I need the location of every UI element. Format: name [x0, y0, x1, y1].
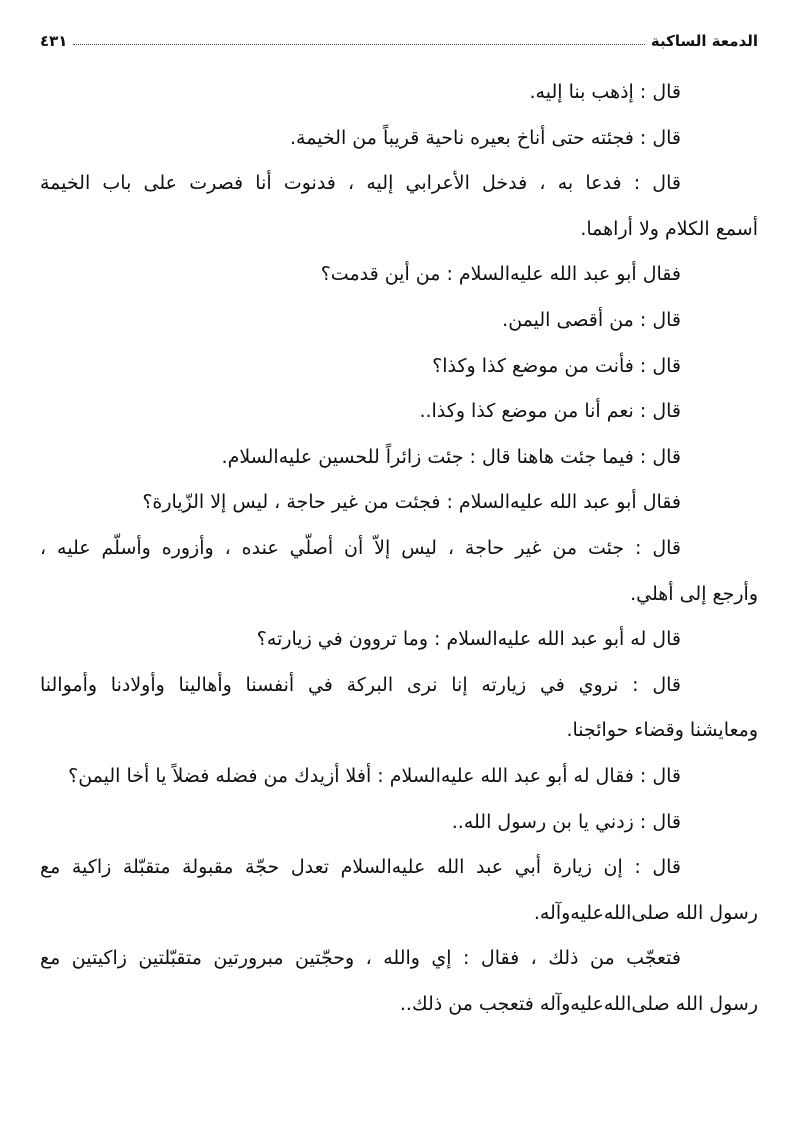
text-line: فقال أبو عبد الله عليه‌السلام : فجئت من غير حاجة ، ليس إلا الزّيارة؟: [142, 491, 681, 514]
text-line: قال : فقال له أبو عبد الله عليه‌السلام : أفلا أزيدك من فضله فضلاً يا أخا اليمن؟: [68, 764, 681, 787]
text-line: قال : نعم أنا من موضع كذا وكذا..: [419, 400, 681, 423]
text-line: فقال أبو عبد الله عليه‌السلام : من أين قدمت؟: [320, 263, 681, 286]
text-line: فتعجّب من ذلك ، فقال : إي والله ، وحجّتين مبرورتين متقبّلتين زاكيتين مع: [40, 947, 681, 970]
page-number: ٤٣١: [40, 32, 68, 50]
text-line: قال : فدعا به ، فدخل الأعرابي إليه ، فدنوت أنا فصرت على باب الخيمة: [40, 172, 681, 195]
text-line: وأرجع إلى أهلي.: [630, 582, 758, 605]
text-line: قال : فيما جئت هاهنا قال : جئت زائراً للحسين عليه‌السلام.: [221, 445, 681, 468]
header-dot-leader: [73, 44, 644, 45]
text-line: ومعايشنا وقضاء حوائجنا.: [566, 719, 758, 742]
running-header: [40, 28, 758, 50]
book-title: الدمعة الساكبة: [650, 32, 758, 50]
text-line: أسمع الكلام ولا أراهما.: [580, 217, 758, 240]
text-line: قال : إذهب بنا إليه.: [529, 81, 681, 103]
text-line: قال : فجئته حتى أناخ بعيره ناحية قريباً من الخيمة.: [289, 126, 681, 149]
text-line: رسول الله صلى‌الله‌عليه‌وآله فتعجب من ذلك..: [399, 992, 758, 1015]
text-line: قال : من أقصى اليمن.: [502, 308, 681, 331]
text-line: قال : نروي في زيارته إنا نرى البركة في أنفسنا وأهالينا وأولادنا وأموالنا: [40, 673, 681, 696]
text-line: قال له أبو عبد الله عليه‌السلام : وما تروون في زيارته؟: [256, 628, 681, 651]
page-body-text: [40, 70, 758, 1027]
text-line: قال : إن زيارة أبي عبد الله عليه‌السلام تعدل حجّة مقبولة متقبّلة زاكية مع: [40, 856, 681, 879]
text-line: قال : جئت من غير حاجة ، ليس إلاّ أن أصلّي عنده ، وأزوره وأسلّم عليه ،: [40, 536, 681, 559]
text-line: قال : زدني يا بن رسول الله..: [451, 810, 681, 833]
text-line: قال : فأنت من موضع كذا وكذا؟: [432, 354, 681, 377]
text-line: رسول الله صلى‌الله‌عليه‌وآله.: [533, 901, 758, 924]
